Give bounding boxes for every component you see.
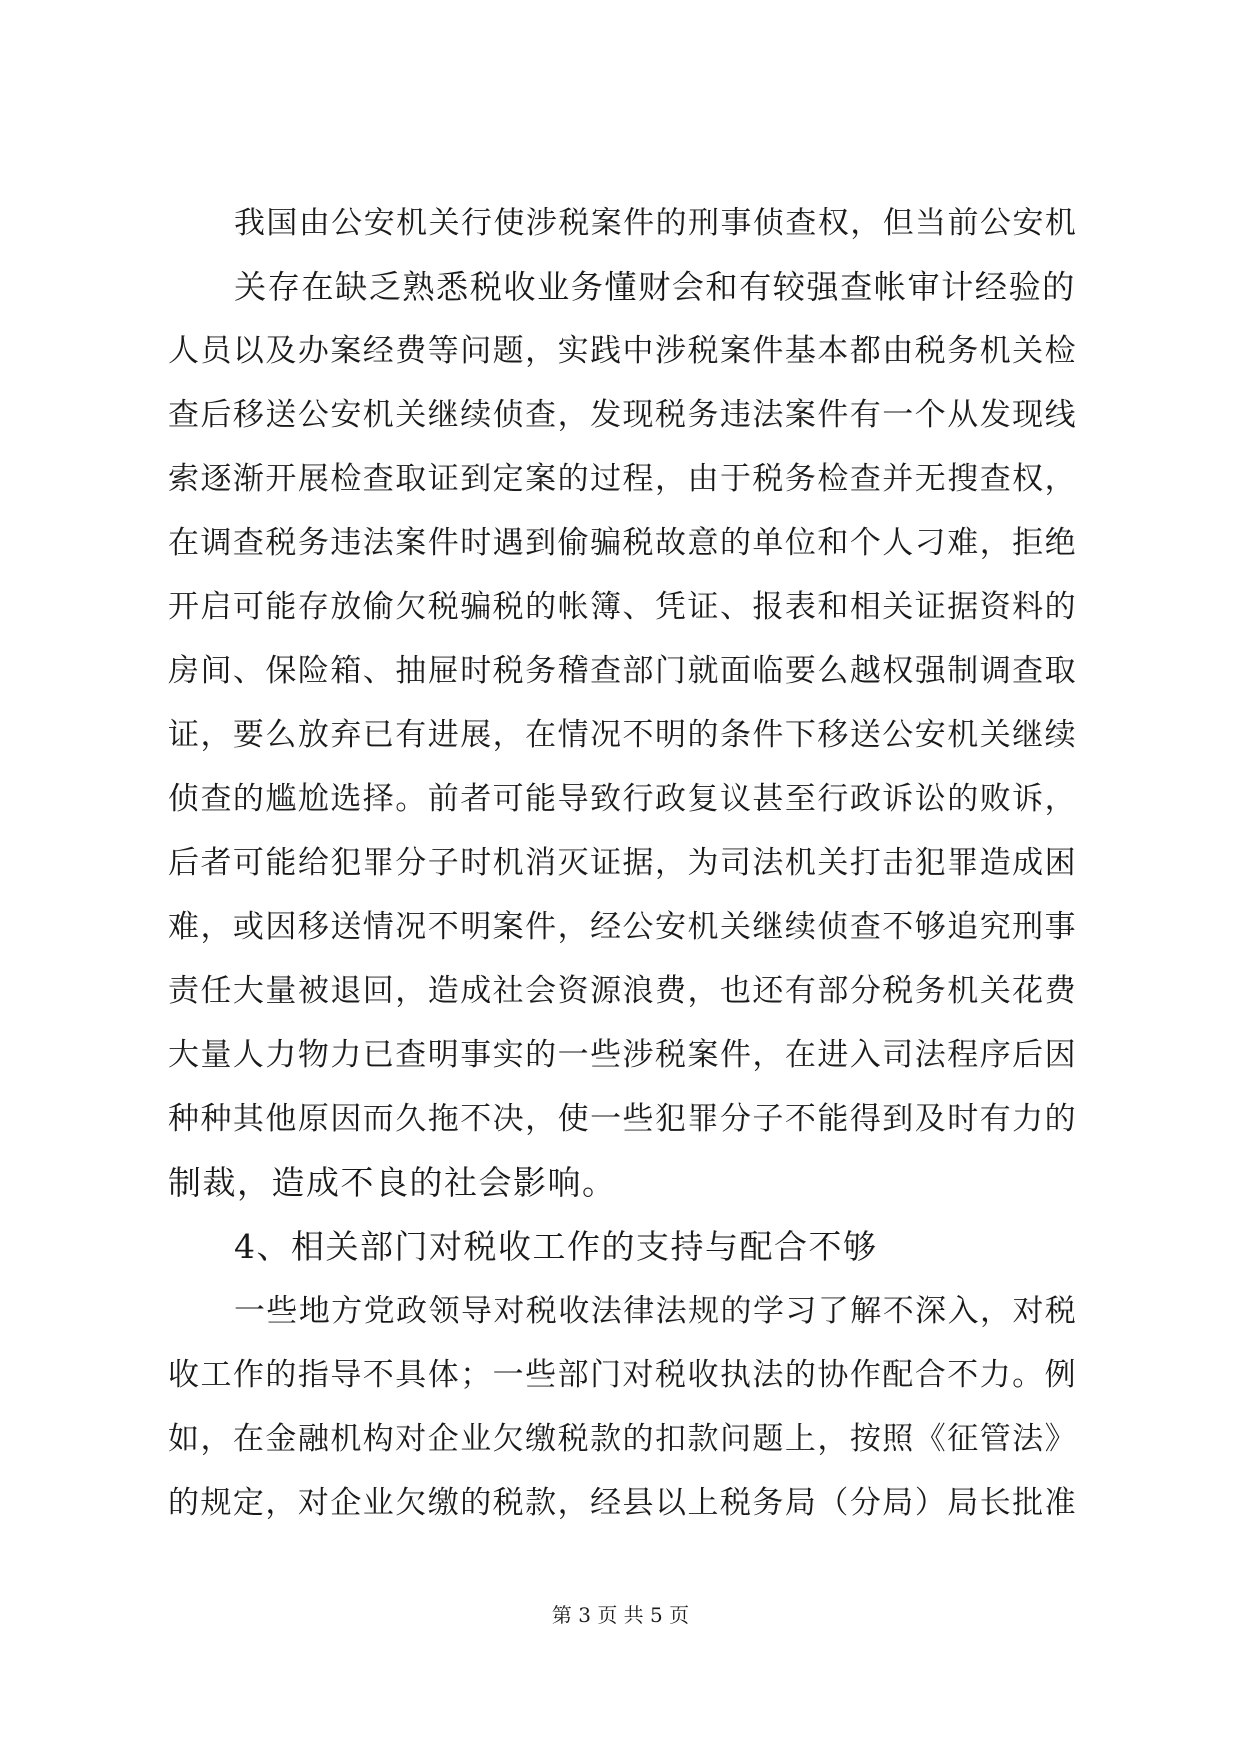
body-line: 大量人力物力已查明事实的一些涉税案件，在进入司法程序后因	[168, 1037, 1078, 1073]
section-heading: 4、相关部门对税收工作的支持与配合不够	[234, 1227, 878, 1266]
body-line: 如，在金融机构对企业欠缴税款的扣款问题上，按照《征管法》	[168, 1421, 1078, 1457]
body-line: 一些地方党政领导对税收法律法规的学习了解不深入，对税	[234, 1293, 1078, 1329]
body-line: 查后移送公安机关继续侦查，发现税务违法案件有一个从发现线	[168, 397, 1078, 433]
body-line: 索逐渐开展检查取证到定案的过程，由于税务检查并无搜查权，	[168, 461, 1078, 497]
body-line: 在调查税务违法案件时遇到偷骗税故意的单位和个人刁难，拒绝	[168, 525, 1078, 561]
body-line: 收工作的指导不具体；一些部门对税收执法的协作配合不力。例	[168, 1357, 1078, 1393]
body-line: 种种其他原因而久拖不决，使一些犯罪分子不能得到及时有力的	[168, 1101, 1078, 1137]
body-line: 人员以及办案经费等问题，实践中涉税案件基本都由税务机关检	[168, 333, 1078, 369]
body-line: 后者可能给犯罪分子时机消灭证据，为司法机关打击犯罪造成困	[168, 845, 1078, 881]
body-line: 我国由公安机关行使涉税案件的刑事侦查权，但当前公安机	[234, 205, 1078, 241]
body-line: 难，或因移送情况不明案件，经公安机关继续侦查不够追究刑事	[168, 909, 1078, 945]
body-line: 关存在缺乏熟悉税收业务懂财会和有较强查帐审计经验的	[234, 268, 1076, 306]
body-line: 房间、保险箱、抽屉时税务稽查部门就面临要么越权强制调查取	[168, 653, 1078, 689]
body-line: 的规定，对企业欠缴的税款，经县以上税务局（分局）局长批准	[168, 1485, 1078, 1521]
page-footer: 第 3 页 共 5 页	[551, 1603, 690, 1627]
body-line: 制裁，造成不良的社会影响。	[168, 1163, 617, 1202]
body-line: 证，要么放弃已有进展，在情况不明的条件下移送公安机关继续	[168, 717, 1078, 753]
body-line: 侦查的尴尬选择。前者可能导致行政复议甚至行政诉讼的败诉，	[168, 781, 1078, 817]
body-line: 责任大量被退回，造成社会资源浪费，也还有部分税务机关花费	[168, 973, 1078, 1009]
body-line: 开启可能存放偷欠税骗税的帐簿、凭证、报表和相关证据资料的	[168, 589, 1078, 625]
